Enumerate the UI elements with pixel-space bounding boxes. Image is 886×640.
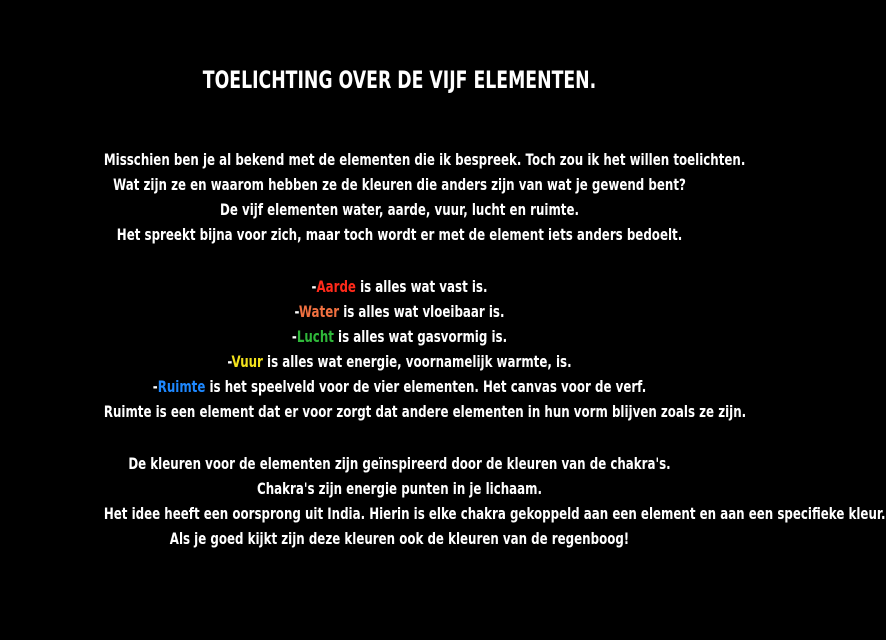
dash: -	[227, 352, 232, 371]
page-title: TOELICHTING OVER DE VIJF ELEMENTEN.	[202, 66, 597, 94]
intro-paragraph	[0, 147, 799, 247]
element-desc-aarde: is alles wat vast is.	[355, 277, 488, 296]
intro-line: Misschien ben je al bekend met de elementen die ik bespreek. Toch zou ik het willen toelichten.	[103, 150, 746, 169]
intro-line: De vijf elementen water, aarde, vuur, lucht en ruimte.	[220, 200, 579, 219]
outro-line: Als je goed kijkt zijn deze kleuren ook de kleuren van de regenboog!	[169, 529, 630, 548]
element-name-vuur: Vuur	[231, 352, 263, 371]
outro-line: De kleuren voor de elementen zijn geïnspireerd door de kleuren van de chakra's.	[128, 454, 671, 473]
outro-line: Chakra's zijn energie punten in je lichaam.	[257, 479, 542, 498]
element-name-ruimte: Ruimte	[157, 377, 206, 396]
dash: -	[294, 302, 299, 321]
intro-line: Wat zijn ze en waarom hebben ze de kleuren die anders zijn van wat je gewend bent?	[113, 175, 686, 194]
intro-line: Het spreekt bijna voor zich, maar toch wordt er met de element iets anders bedoelt.	[116, 225, 683, 244]
outro-paragraph	[0, 451, 886, 551]
element-name-water: Water	[298, 302, 340, 321]
element-desc-ruimte: is het speelveld voor de vier elementen. Het canvas voor de verf.	[205, 377, 647, 396]
dash: -	[152, 377, 158, 396]
element-item-lucht	[104, 324, 695, 349]
element-item-ruimte	[104, 374, 695, 399]
element-name-aarde: Aarde	[316, 277, 356, 296]
element-desc-vuur: is alles wat energie, voornamelijk warmte, is.	[262, 352, 572, 371]
ruimte-extra-line: Ruimte is een element dat er voor zorgt dat andere elementen in hun vorm blijven zoals ze zijn.	[103, 402, 747, 421]
dash: -	[291, 327, 297, 346]
element-item-water	[104, 299, 695, 324]
element-desc-water: is alles wat vloeibaar is.	[339, 302, 505, 321]
element-name-lucht: Lucht	[296, 327, 334, 346]
elements-list	[0, 274, 799, 424]
dash: -	[311, 277, 317, 296]
element-item-vuur	[104, 349, 695, 374]
element-item-aarde	[104, 274, 695, 299]
outro-line: Het idee heeft een oorsprong uit India. Hierin is elke chakra gekoppeld aan een element en aan een specifieke kleur.	[103, 504, 886, 523]
element-desc-lucht: is alles wat gasvormig is.	[333, 327, 508, 346]
